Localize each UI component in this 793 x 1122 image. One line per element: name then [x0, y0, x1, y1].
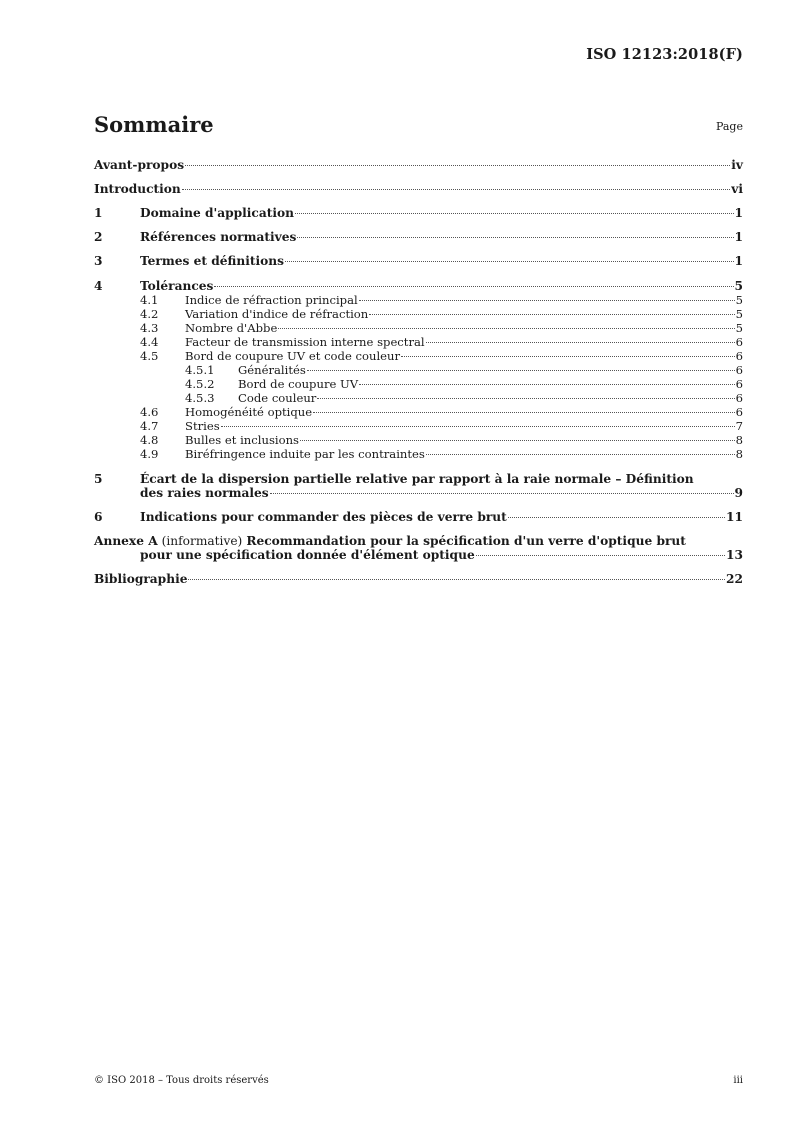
toc-entry-number: 2	[94, 230, 103, 244]
toc-entry-number: 4.8	[140, 433, 159, 447]
toc-entry-text: Bulles et inclusions	[185, 433, 300, 447]
toc-entry-avant-propos[interactable]	[94, 158, 743, 172]
toc-entry-4-9[interactable]	[94, 447, 743, 461]
toc-entry-text: Références normatives	[140, 230, 297, 244]
toc-entry-4-5-2[interactable]	[94, 377, 743, 391]
toc-entry-number: 4.7	[140, 419, 159, 433]
dot-leader	[317, 398, 734, 399]
toc-entry-text: Facteur de transmission interne spectral	[185, 335, 425, 349]
footer-copyright: © ISO 2018 – Tous droits réservés	[94, 1075, 269, 1086]
toc-entry-page: 1	[734, 254, 743, 268]
toc-entry-page: 1	[734, 206, 743, 220]
annex-prefix: Annexe A	[94, 534, 158, 548]
toc-entry-page: 7	[735, 419, 743, 433]
toc-entry-text: Introduction	[94, 182, 181, 196]
toc-entry-number: 4.5.3	[185, 391, 215, 405]
toc-entry-number: 4.6	[140, 405, 159, 419]
toc-entry-text: Domaine d'application	[140, 206, 294, 220]
toc-entry-page: iv	[731, 158, 743, 172]
dot-leader	[295, 213, 734, 214]
footer-page-number: iii	[733, 1075, 743, 1086]
toc-entry-text: Tolérances	[140, 279, 214, 293]
toc-entry-4[interactable]	[94, 279, 743, 293]
toc-entry-4-3[interactable]	[94, 321, 743, 335]
toc-entry-page: 6	[735, 349, 743, 363]
toc-entry-text: Indications pour commander des pièces de verre brut	[140, 510, 507, 524]
toc-entry-4-5-3[interactable]	[94, 391, 743, 405]
toc-entry-text-line2: des raies normales	[140, 486, 269, 500]
document-id: ISO 12123:2018(F)	[586, 46, 743, 63]
toc-entry-page: 8	[735, 447, 743, 461]
toc-entry-number: 4.5	[140, 349, 159, 363]
toc-entry-text: Indice de réfraction principal	[185, 293, 358, 307]
toc-entry-number: 6	[94, 510, 103, 524]
dot-leader	[221, 426, 735, 427]
page-column-label: Page	[715, 120, 743, 133]
toc-entry-text-line1: Écart de la dispersion partielle relative par rapport à la raie normale – Définition	[140, 472, 694, 486]
dot-leader	[359, 300, 735, 301]
toc-entry-5-continuation[interactable]	[94, 486, 743, 500]
toc-entry-number: 4.5.2	[185, 377, 215, 391]
dot-leader	[476, 555, 725, 556]
toc-entry-4-4[interactable]	[94, 335, 743, 349]
toc-entry-number: 4.3	[140, 321, 159, 335]
toc-entry-number: 4.4	[140, 335, 159, 349]
toc-entry-annexe-a-continuation[interactable]	[94, 548, 743, 562]
toc-entry-1[interactable]	[94, 206, 743, 220]
toc-entry-page: 6	[735, 335, 743, 349]
toc-entry-page: 1	[734, 230, 743, 244]
dot-leader	[297, 237, 733, 238]
toc-entry-text-line1: Recommandation pour la spécification d'un verre d'optique brut	[246, 534, 686, 548]
toc-entry-text: Termes et définitions	[140, 254, 284, 268]
toc-entry-2[interactable]	[94, 230, 743, 244]
toc-entry-4-7[interactable]	[94, 419, 743, 433]
toc-entry-number: 1	[94, 206, 103, 220]
toc-entry-page: vi	[731, 182, 743, 196]
toc-entry-3[interactable]	[94, 254, 743, 268]
toc-entry-4-5[interactable]	[94, 349, 743, 363]
toc-entry-page: 13	[726, 548, 743, 562]
toc-entry-text-line2: pour une spécification donnée d'élément optique	[140, 548, 475, 562]
dot-leader	[214, 286, 733, 287]
toc-entry-text: Généralités	[238, 363, 306, 377]
toc-entry-page: 6	[735, 391, 743, 405]
toc-entry-text: Nombre d'Abbe	[185, 321, 278, 335]
dot-leader	[182, 189, 730, 190]
toc-entry-bibliographie[interactable]	[94, 572, 743, 586]
toc-entry-page: 9	[734, 486, 743, 500]
toc-entry-page: 5	[735, 321, 743, 335]
toc-entry-text: Biréfringence induite par les contraintes	[185, 447, 425, 461]
dot-leader	[307, 370, 735, 371]
dot-leader	[369, 314, 734, 315]
annex-qualifier: (informative)	[161, 534, 243, 548]
toc-entry-text: Code couleur	[238, 391, 317, 405]
toc-entry-page: 5	[735, 307, 743, 321]
toc-entry-page: 11	[726, 510, 743, 524]
toc-entry-4-5-1[interactable]	[94, 363, 743, 377]
toc-entry-number: 4	[94, 279, 103, 293]
toc-entry-number: 4.9	[140, 447, 159, 461]
dot-leader	[285, 261, 734, 262]
toc-entry-page: 6	[735, 405, 743, 419]
toc-entry-number: 4.5.1	[185, 363, 215, 377]
toc-entry-page: 5	[734, 279, 743, 293]
dot-leader	[426, 454, 735, 455]
dot-leader	[401, 356, 735, 357]
dot-leader	[185, 165, 730, 166]
dot-leader	[313, 412, 735, 413]
toc-entry-page: 6	[735, 377, 743, 391]
dot-leader	[359, 384, 734, 385]
toc-entry-4-2[interactable]	[94, 307, 743, 321]
toc-entry-text: Bord de coupure UV et code couleur	[185, 349, 401, 363]
toc-entry-text: Stries	[185, 419, 220, 433]
toc-entry-text: Bord de coupure UV	[238, 377, 359, 391]
toc-entry-number: 5	[94, 472, 103, 486]
toc-entry-number: 4.2	[140, 307, 159, 321]
dot-leader	[278, 328, 734, 329]
toc-entry-annexe-a[interactable]	[94, 534, 743, 548]
toc-entry-page: 5	[735, 293, 743, 307]
toc-entry-6[interactable]	[94, 510, 743, 524]
dot-leader	[188, 579, 725, 580]
toc-entry-text: Variation d'indice de réfraction	[185, 307, 369, 321]
dot-leader	[508, 517, 725, 518]
toc-entry-4-6[interactable]	[94, 405, 743, 419]
toc-entry-number: 4.1	[140, 293, 159, 307]
dot-leader	[300, 440, 735, 441]
toc-entry-text: Avant-propos	[94, 158, 185, 172]
toc-entry-number: 3	[94, 254, 103, 268]
toc-entry-page: 8	[735, 433, 743, 447]
toc-entry-page: 6	[735, 363, 743, 377]
toc-entry-5[interactable]	[94, 472, 743, 486]
dot-leader	[426, 342, 735, 343]
toc-entry-text: Homogénéité optique	[185, 405, 313, 419]
toc-entry-4-8[interactable]	[94, 433, 743, 447]
page-title: Sommaire	[94, 112, 214, 137]
toc-entry-introduction[interactable]	[94, 182, 743, 196]
dot-leader	[270, 493, 734, 494]
toc-entry-page: 22	[726, 572, 743, 586]
toc-entry-text: Bibliographie	[94, 572, 188, 586]
toc-entry-4-1[interactable]	[94, 293, 743, 307]
